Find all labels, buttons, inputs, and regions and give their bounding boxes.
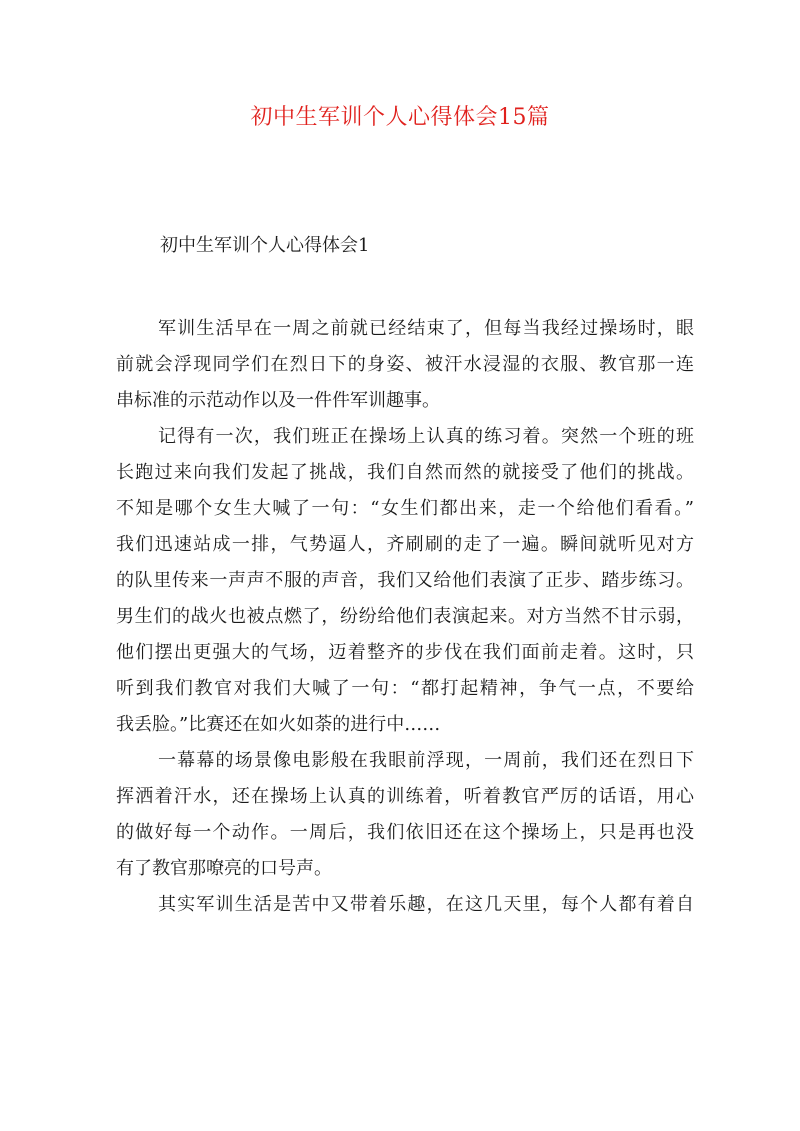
- body-text: [116, 311, 694, 923]
- text-line: 一幕幕的场景像电影般在我眼前浮现，一周前，我们还在烈日下: [158, 750, 694, 771]
- text-line: 记得有一次，我们班正在操场上认真的练习着。突然一个班的班: [158, 426, 694, 447]
- text-line: 我丢脸。”比赛还在如火如荼的进行中……: [116, 714, 441, 735]
- text-line: 我们迅速站成一排，气势逼人，齐刷刷的走了一遍。瞬间就听见对方: [116, 534, 694, 555]
- text-line: 他们摆出更强大的气场，迈着整齐的步伐在我们面前走着。这时，只: [116, 642, 694, 663]
- text-line: 有了教官那嘹亮的口号声。: [116, 858, 332, 879]
- paragraph: [116, 311, 694, 419]
- text-line: 军训生活早在一周之前就已经结束了，但每当我经过操场时，眼: [158, 318, 694, 339]
- paragraph: [116, 743, 694, 887]
- text-line: 串标准的示范动作以及一件件军训趣事。: [116, 390, 440, 411]
- text-line: 挥洒着汗水，还在操场上认真的训练着，听着教官严厉的话语，用心: [116, 786, 694, 807]
- text-line: 的做好每一个动作。一周后，我们依旧还在这个操场上，只是再也没: [116, 822, 694, 843]
- text-line: 的队里传来一声声不服的声音，我们又给他们表演了正步、踏步练习。: [116, 570, 694, 591]
- document-title: 初中生军训个人心得体会15篇: [250, 105, 550, 130]
- paragraph: [116, 887, 694, 923]
- text-line: 前就会浮现同学们在烈日下的身姿、被汗水浸湿的衣服、教官那一连: [116, 354, 694, 375]
- text-line: 听到我们教官对我们大喊了一句：“都打起精神，争气一点，不要给: [116, 678, 694, 699]
- text-line: 不知是哪个女生大喊了一句：“女生们都出来，走一个给他们看看。”: [116, 498, 694, 519]
- text-line: 男生们的战火也被点燃了，纷纷给他们表演起来。对方当然不甘示弱，: [116, 606, 694, 627]
- text-line: 其实军训生活是苦中又带着乐趣，在这几天里，每个人都有着自: [158, 894, 694, 915]
- text-line: 长跑过来向我们发起了挑战，我们自然而然的就接受了他们的挑战。: [116, 462, 694, 483]
- paragraph: [116, 419, 694, 743]
- section-heading: 初中生军训个人心得体会1: [160, 235, 370, 256]
